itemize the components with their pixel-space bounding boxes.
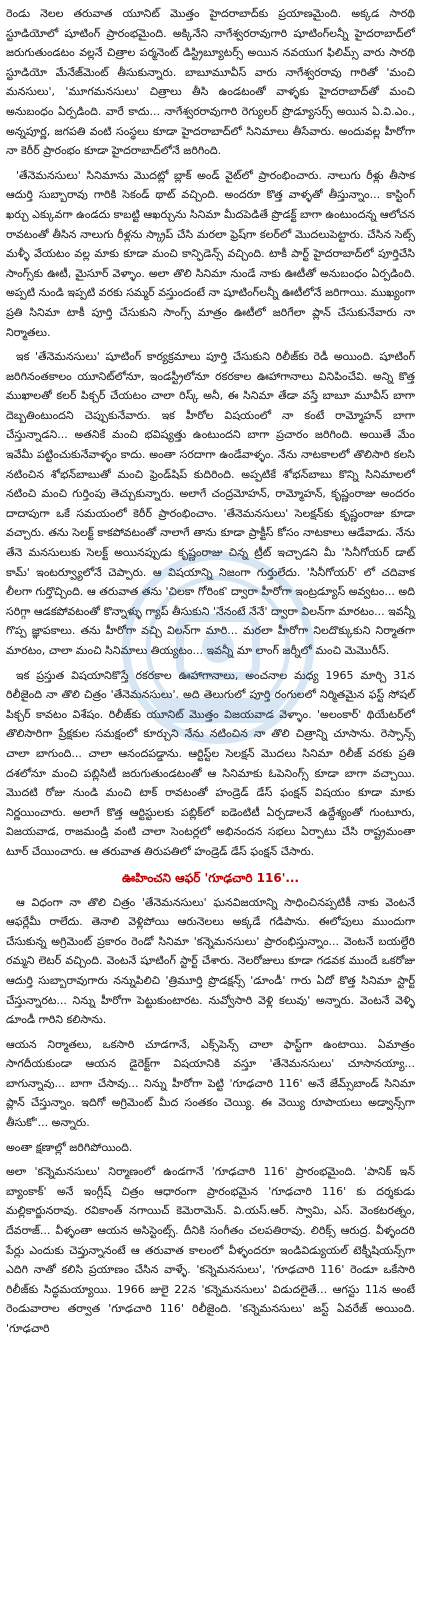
article-paragraph-5: ఆ విధంగా నా తొలి చిత్రం 'తేనెమనసులు' ఘనవిజయాన్ని సాధించినప్పటికీ నాకు వెంటనే ఆఫర్లేమీ రాలేదు. తెనాలి వెళ్లిపోయి ఆరునెలలు అక్కడే గడిపాను. ఈలోపులు ముందుగా చేసుకున్న అగ్రిమెంట్ ప్రకారం రెండో సినిమా 'కన్నెమనసులు' ప్రారంభిస్తున్నాం... వెంటనే బయల్దేరి రమ్మని లెటర్ వచ్చింది. వెంటనే షూటింగ్ స్టార్ట్ చేశారు. నెలరోజులు కూడా గడవక ముందే ఒకరోజు ఆదుర్తి సుబ్బారావుగారు నన్నుపిలిచి 'త్రిమూర్తి ప్రొడక్షన్స్ 'డూండీ' గారు ఏదో కొత్త సినిమా స్టార్ట్ చేస్తున్నారట... నిన్ను హీరోగా పెట్టుకుంటారట. నువ్వోసారి వెళ్లి కలువు' అన్నారు. వెంటనే వెళ్ళి డూండీ గారిని కలిసాను. [6, 895, 415, 1027]
article-paragraph-2: 'తేనెమనసులు' సినిమాను మొదట్లో బ్లాక్ అండ్ వైట్‌లో ప్రారంభించారు. నాలుగు రీళ్లు తీసాక ఆదుర్తి సుబ్బారావు గారికి సెకండ్ థాట్ వచ్చింది. అందరూ కొత్త వాళ్ళతో తీస్తున్నాం... కాస్టింగ్ ఖర్చు ఎక్కువగా ఉండదు కాబట్టి ఆఖర్చును సినిమా మీదపెడితే ప్రొడక్ట్ బాగా ఉంటుందన్న ఆలోచన రావటంతో తీసిన నాలుగు రీళ్లను స్క్రాప్ చేసి మరలా ఫ్రెష్‌గా కలర్‌లో మొదలుపెట్టారు. చేసిన సెట్స్ మళ్ళీ వేయటం వల్ల మాకు కూడా మంచి కాన్ఫిడెన్స్ వచ్చింది. టాకీ పార్ట్ హైదరాబాద్‌లో పూర్తిచేసి సాంగ్స్‌కు ఊటీ, మైసూర్ వెళ్ళాం. అలా తొలి సినిమా నుండే నాకు ఊటీతో అనుబంధం ఏర్పడింది. అప్పటి నుండి ఇప్పటి వరకు సమ్మర్ వస్తుందంటే నా షూటింగ్‌లన్నీ ఊటీలోనే జరిగాయి. ముఖ్యంగా ప్రతి సినిమా టాకీ పూర్తి చేసుకుని సాంగ్స్ మాత్రం ఊటీలో జరిగేలా ప్లాన్ చేసుకునేవారు నా నిర్మాతలు. [6, 168, 415, 339]
section-heading: ఊహించని ఆఫర్ 'గూఢచారి 116'... [121, 870, 300, 885]
article-paragraph-4: ఇక ప్రస్తుత విషయానికొస్తే రకరకాల ఊహాగానాలు, అంచనాల మధ్య 1965 మార్చి 31న రిలీజైంది నా తొలి చిత్రం 'తేనెమనసులు'. అది తెలుగులో పూర్తి రంగులలో నిర్మితమైన ఫస్ట్ సోషల్ పిక్చర్ కావటం విశేషం. రిలీజ్‌కు యూనిట్ మొత్తం విజయవాడ వెళ్ళాం. 'అలంకార్' థియేటర్‌లో తొలిసారిగా ప్రేక్షకుల సమక్షంలో కూర్చుని నేను నటించిన నా తొలి చిత్రాన్ని చూసాను. రెస్పాన్స్ చాలా బాగుంది... చాలా ఆనందపడ్డాను. ఆర్టిస్ట్‌ల సెలక్షన్ మొదలు సినిమా రిలీజ్ వరకు ప్రతి దశలోనూ మంచి పబ్లిసిటీ జరుగుతుండటంతో ఆ సినిమాకు ఓపెనింగ్స్ కూడా బాగా వచ్చాయి. మొదటి రోజు నుండి మంచి టాక్ రావటంతో హండ్రెడ్ డేస్ ఫంక్షన్ విషయం కూడా మాకు నిర్ణయించారు. అలాగే కొత్త ఆర్టిస్టులకు పబ్లిక్‌లో ఐడెంటిటీ ఏర్పడాలనే ఉద్దేశ్యంతో గుంటూరు, విజయవాడ, రాజమండ్రి వంటి చాలా సెంటర్లలో అభినందన సభలు ఏర్పాటు చేసి రాష్ట్రమంతా టూర్ చేయించారు. ఆ తరువాత తిరుపతిలో హండ్రెడ్ డేస్ ఫంక్షన్ చేసారు. [6, 668, 415, 858]
article-paragraph-3: ఇక 'తేనెమనసులు' షూటింగ్ కార్యక్రమాలు పూర్తి చేసుకుని రిలీజ్‌కు రెడీ అయింది. షూటింగ్ జరిగినంతకాలం యూనిట్‌లోనూ, ఇండస్ట్రీలోనూ రకరకాల ఊహాగానాలు వినిపించేవి. అన్ని కొత్త ముఖాలతో కలర్ పిక్చర్ చేయటం చాలా రిస్క్ అనీ, ఈ సినిమా తేడా వస్తే బాబూ మూవీస్ బాగా దెబ్బతింటుందని చెప్పుకునేవారు. ఇక హీరోల విషయంలో నా కంటే రామ్మోహన్ బాగా చేస్తున్నాడని... అతనికే మంచి భవిష్యత్తు ఉంటుందని బాగా ప్రచారం జరిగింది. అయితే మేం ఇవేమీ పట్టించుకునేవాళ్ళం కాదు. అంతా సరదాగా ఉండేవాళ్ళం. నేను నాటకాలలో తొలిసారి కలసి నటించిన శోభన్‌బాబుతో మంచి ఫ్రెండ్‌షిప్ కుదిరింది. అప్పటికే శోభన్‌బాబు కొన్ని సినిమాలలో నటించి మంచి గుర్తింపు తెచ్చుకున్నారు. అలాగే చంద్రమోహన్, రామ్మోహన్, కృష్ణంరాజు అందరం దాదాపుగా ఒకే సమయంలో కెరీర్ ప్రారంభించాం. 'తేనెమనసులు' సెలక్షన్‌కు కృష్ణంరాజు కూడా వచ్చారు. తను సెలక్ట్ కాకపోవటంతో నాలాగే తాను కూడా ప్రాక్టీస్ కోసం నాటకాలు ఆడేవాడు. నేను తేనె మనసులుకు సెలక్ట్ అయినప్పుడు కృష్ణంరాజు చిన్న ట్రీట్ ఇచ్చాడని మీ 'సినీగోయర్ డాట్ కామ్' ఇంటర్వ్యూలోనే చెప్పారు. ఆ విషయాన్ని నిజంగా గుర్తులేదు. 'సినీగోయర్' లో చదివాక లీలగా గుర్తొచ్చింది. ఆ తరువాత తను 'చిలకా గోరింక' ద్వారా హీరోగా ఇంట్రడ్యూస్ అవ్వటం... అది సరిగ్గా ఆడకపోవటంతో కొన్నాళ్ళు గ్యాప్ తీసుకుని 'నేనంటే నేనే' ద్వారా విలన్‌గా మారటం... ఇవన్నీ గొప్ప జ్ఞాపకాలు. తను హీరోగా వచ్చి విలన్‌గా మారి... మరలా హీరోగా నిలదొక్కుకుని నిర్మాతగా మారటం, చాలా మంచి సినిమాలు తియ్యటం... ఇవన్నీ మా లాంగ్ జర్నీలో మంచి మెమొరీస్. [6, 350, 415, 657]
article-paragraph-7: అంతా క్షణాల్లో జరిగిపోయింది. [6, 1140, 133, 1154]
article-paragraph-8: అలా 'కన్నెమనసులు' నిర్మాణంలో ఉండగానే 'గూఢచారి 116' ప్రారంభమైంది. 'పానిక్ ఇన్ బ్యాంకాక్' అనే ఇంగ్లీష్ చిత్రం ఆధారంగా ప్రారంభమైన 'గూఢచారి 116' కు దర్శకుడు మల్లికార్జునరావు. రవికాంత్ నగాయిచ్ కెమెరామెన్. వి.యస్.ఆర్. స్వామి, ఎస్. వెంకటరత్నం, దేవరాజ్... వీళ్ళంతా ఆయన అసిస్టెంట్స్. దీనికి సంగీతం చలపతిరావు. లిరిక్స్ ఆరుద్ర. వీళ్ళందరి పేర్లు ఎందుకు చెప్తున్నానంటే ఆ తరువాత కాలంలో వీళ్ళందరూ ఇండివిడ్యుయల్ టెక్నీషియన్స్‌గా ఎదిగి నాతో కలిసి ప్రయాణం చేసిన వాళ్ళే. 'కన్నెమనసులు', 'గూఢచారి 116' రెండూ ఒకేసారి రిలీజ్‌కు సిద్ధమయ్యాయి. 1966 జులై 22న 'కన్నెమనసులు' విడుదలైతే... ఆగస్టు 11న అంటే రెండువారాల తర్వాత 'గూఢచారి 116' రిలీజైంది. 'కన్నెమనసులు' జస్ట్ ఏవరేజ్ అయింది. 'గూఢచారి [6, 1165, 415, 1335]
article-paragraph-1: రెండు నెలల తరువాత యూనిట్ మొత్తం హైదరాబాద్‌కు ప్రయాణమైంది. అక్కడ సారథి స్టూడియోలో షూటింగ్ ప్రారంభమైంది. అక్కినేని నాగేశ్వరరావుగారి షూటింగ్‌లన్నీ హైదరాబాద్‌లో జరుగుతుండటం వల్లనే చిత్రాల పర్మనెంట్ డిస్ట్రిబ్యూటర్స్ అయిన నవయుగ ఫిలిమ్స్ వారు సారథి స్టూడియో మేనేజ్‌మెంట్ తీసుకున్నారు. బాబూమూవీస్ వారు నాగేశ్వరరావు గారితో 'మంచి మనసులు', 'మూగమనసులు' చిత్రాలు తీసి ఉండటంతో వాళ్ళకు హైదరాబాద్‌తో మంచి అనుబంధం ఏర్పడింది. వారే కాదు... నాగేశ్వరరావుగారి రెగ్యులర్ ప్రొడ్యూసర్స్ అయిన ఏ.వి.ఎం., అన్నపూర్ణ, జగపతి వంటి సంస్థలు కూడా హైదరాబాద్‌లో సినిమాలు తీసేవారు. అందువల్ల హీరోగా నా కెరీర్ ప్రారంభం కూడా హైదరాబాద్‌లోనే జరిగింది. [6, 7, 415, 158]
article-paragraph-6: ఆయన నిర్మాతలు, ఒకసారి చూడగానే, ఎక్స్‌పెన్స్ చాలా ఫాస్ట్‌గా ఉంటాయి. ఏమాత్రం సాగదీయకుండా ఆయన డైరెక్ట్‌గా విషయానికి వస్తూ 'తేనెమనసులు' చూసానయ్యా... బాగున్నావు... బాగా చేసావు... నిన్ను హీరోగా పెట్టి 'గూఢచారి 116' అనే జేమ్స్‌బాండ్ సినిమా ప్లాన్ చేస్తున్నాం. ఇదిగో అగ్రిమెంట్ మీద సంతకం చెయ్యి. ఈ వెయ్యి రూపాయలు అడ్వాన్స్‌గా తీసుకో'... అన్నారు. [6, 1037, 415, 1130]
